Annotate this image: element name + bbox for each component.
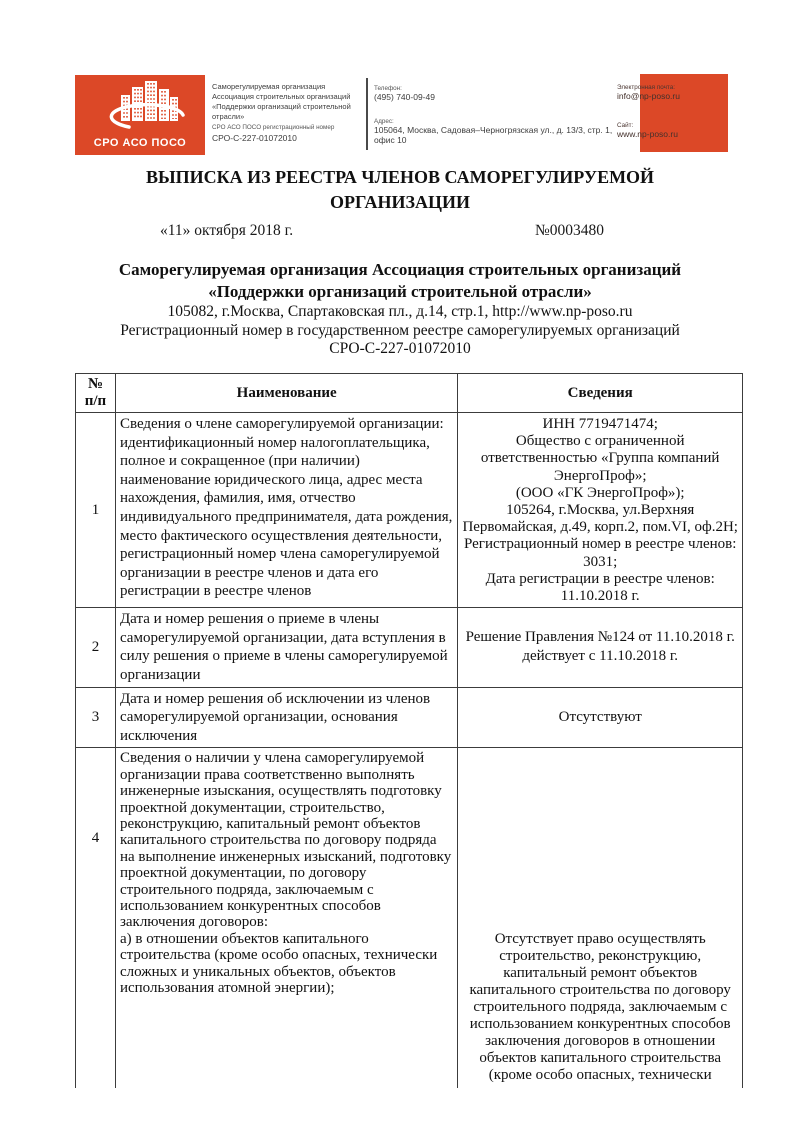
organization-reg-caption: Регистрационный номер в государственном реестре саморегулируемых организаций [120, 321, 680, 339]
logo-block [75, 75, 205, 155]
phone-block [374, 85, 435, 102]
site-block [617, 122, 735, 139]
address-block [374, 118, 624, 145]
row-name-cell: Дата и номер решения об исключении из членов саморегулируемой организации, основания исключения [115, 687, 457, 748]
table-row [76, 687, 743, 748]
organization-reg-number: СРО-С-227-01072010 [329, 340, 471, 357]
letterhead-divider [366, 78, 368, 150]
row-info-cell: Отсутствует право осуществлять строительство, реконструкцию, капитальный ремонт объектов капитального строительства по договору строительного подряда, заключаемым с использованием конкурентных способов заключения договоров в отношении объектов капитального строительства (кроме особо опасных, технически [458, 748, 743, 1088]
document-date: «11» октября 2018 г. [160, 222, 294, 239]
organization-block [0, 259, 800, 359]
logo-text: СРО АСО ПОСО [93, 137, 187, 149]
email-block [617, 84, 735, 101]
address-value: 105064, Москва, Садовая–Черногрязская ул., д. 13/3, стр. 1, офис 10 [374, 125, 613, 145]
row-name-cell: Сведения о наличии у члена саморегулируемой организации права соответственно выполнять инженерные изыскания, осуществлять подготовку проектной документации, строительство, реконструкцию, капитальный ремонт объектов капитального строительства по договору подряда на выполнение инженерных изысканий, подготовку проектной документации, по договору строительного подряда, заключаемым с использованием конкурентных способов заключения договоров: а) в отношении объектов капитального строительства (кроме особо опасных, технически сложных и уникальных объектов, объектов использования атомной энергии); [115, 748, 457, 1088]
table-header-row [76, 374, 743, 413]
letterhead-reg-number: СРО-С-227-01072010 [212, 133, 297, 143]
header-cell-name: Наименование [115, 374, 457, 413]
address-label: Адрес: [374, 118, 394, 125]
organization-name-line2: «Поддержки организаций строительной отрасли» [208, 282, 592, 301]
row-name-cell: Дата и номер решения о приеме в члены саморегулируемой организации, дата вступления в силу решения о приеме в члены саморегулируемой организации [115, 608, 457, 687]
site-label: Сайт: [617, 122, 634, 129]
row-number-cell: 1 [76, 413, 116, 608]
row-name-cell: Сведения о члене саморегулируемой организации: идентификационный номер налогоплательщика, полное и сокращенное (при наличии) наименование юридического лица, адрес места нахождения, фамилия, имя, отчество индивидуального предпринимателя, дата рождения, место фактического осуществления деятельности, регистрационный номер члена саморегулируемой организации в реестре членов и дата его регистрации в реестре членов [115, 413, 457, 608]
organization-address: 105082, г.Москва, Спартаковская пл., д.14, стр.1, http://www.np-poso.ru [167, 303, 633, 320]
row-number-cell: 3 [76, 687, 116, 748]
row-info-cell: Отсутствуют [458, 687, 743, 748]
site-value: www.np-poso.ru [617, 129, 678, 139]
header-cell-info: Сведения [458, 374, 743, 413]
table-row [76, 748, 743, 1088]
letterhead-org-lines: Саморегулируемая организация Ассоциация строительных организаций «Поддержки организаций строительной отрасли» [212, 82, 351, 121]
row-info-cell: Решение Правления №124 от 11.10.2018 г. действует с 11.10.2018 г. [458, 608, 743, 687]
phone-value: (495) 740-09-49 [374, 92, 435, 102]
header-cell-num: № п/п [76, 374, 116, 413]
registry-table [75, 373, 743, 1088]
row-number-cell: 2 [76, 608, 116, 687]
phone-label: Телефон: [374, 85, 402, 92]
buildings-logo-icon [99, 79, 195, 131]
email-label: Электронная почта: [617, 84, 675, 91]
document-number: №0003480 [535, 222, 605, 239]
page-title: ВЫПИСКА ИЗ РЕЕСТРА ЧЛЕНОВ САМОРЕГУЛИРУЕМОЙ ОРГАНИЗАЦИИ [145, 167, 655, 212]
table-row [76, 608, 743, 687]
table-row [76, 413, 743, 608]
letterhead-reg-label: СРО АСО ПОСО регистрационный номер [212, 124, 335, 131]
organization-name-line1: Саморегулируемая организация Ассоциация строительных организаций [118, 260, 682, 279]
row-number-cell: 4 [76, 748, 116, 1088]
row-info-cell: ИНН 7719471474; Общество с ограниченной ответственностью «Группа компаний ЭнергоПроф»; (ООО «ГК ЭнергоПроф»); 105264, г.Москва, ул.Верхняя Первомайская, д.49, корп.2, пом.VI, оф.2Н; Регистрационный номер в реестре членов: 3031; Дата регистрации в реестре членов: 11.10.2018 г. [458, 413, 743, 608]
email-value: info@np-poso.ru [617, 91, 680, 101]
